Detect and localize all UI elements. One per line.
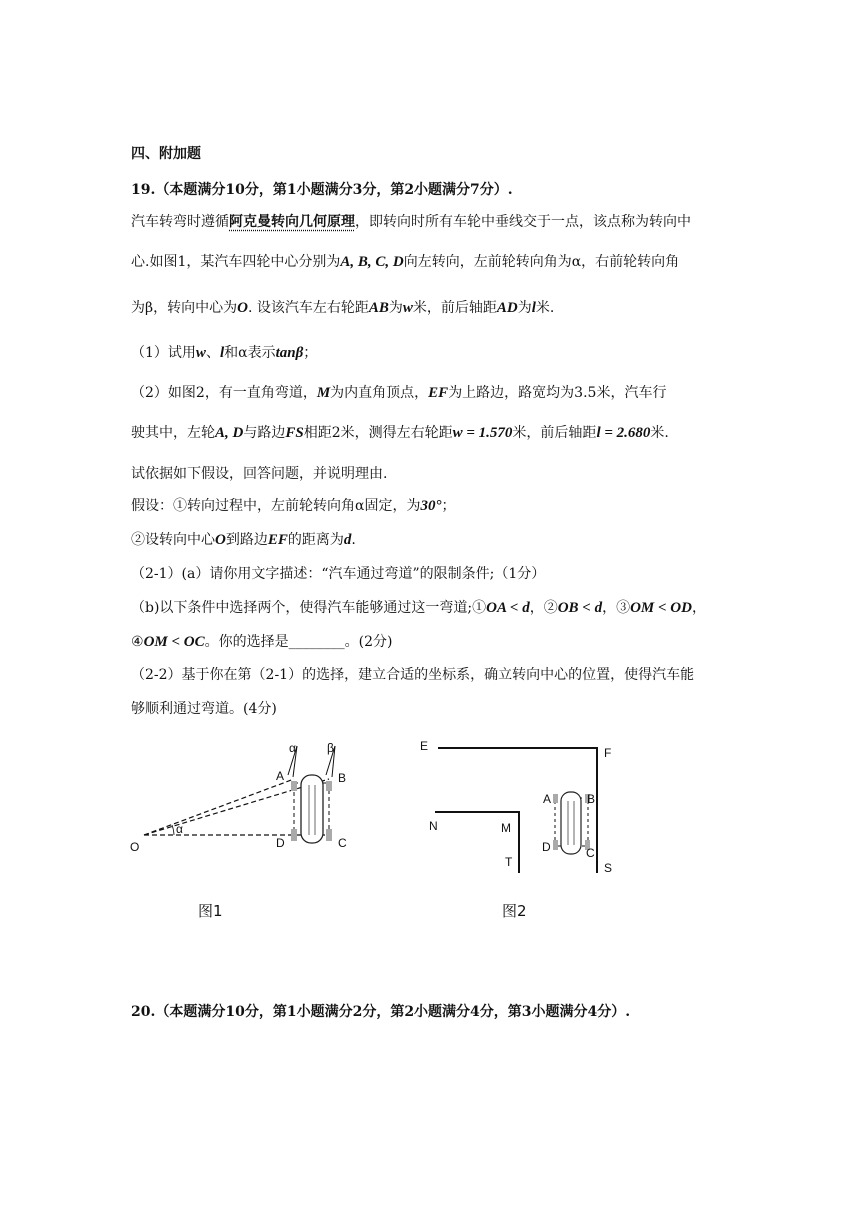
label-C: C bbox=[338, 836, 347, 850]
sub-question-2-1-a: （2-1）(a）请你用文字描述：“汽车通过弯道”的限制条件;（1分） bbox=[131, 566, 546, 582]
wheel-C bbox=[326, 829, 332, 841]
label-E: E bbox=[420, 739, 429, 753]
text: 假设：①转向过程中，左前轮转向角α固定，为 bbox=[131, 498, 421, 514]
text: 米. bbox=[535, 300, 555, 316]
math: OB < d bbox=[557, 600, 603, 616]
text: 为上路边，路宽均为3.5米，汽车行 bbox=[448, 385, 667, 401]
label-beta: β bbox=[327, 741, 334, 755]
label-D: D bbox=[276, 836, 285, 850]
label-T: T bbox=[505, 855, 513, 869]
math: OM < OC bbox=[143, 634, 205, 650]
sub-question-1 bbox=[131, 343, 317, 363]
text: 为β，转向中心为 bbox=[131, 300, 238, 316]
math: l bbox=[531, 300, 536, 316]
label-O: O bbox=[130, 840, 140, 854]
car-body bbox=[561, 792, 581, 854]
wheel-A bbox=[291, 781, 297, 791]
text: （b)以下条件中选择两个，使得汽车能够通过这一弯道;① bbox=[131, 600, 487, 616]
math: EF bbox=[428, 385, 449, 401]
text: （2）如图2，有一直角弯道， bbox=[131, 385, 317, 401]
assumption-1 bbox=[131, 496, 455, 516]
q19-paragraph-line-3 bbox=[131, 298, 554, 318]
label-alpha-O: α bbox=[176, 822, 183, 836]
math: A, B, C, D bbox=[340, 254, 404, 270]
dashed-line-O-A bbox=[144, 779, 294, 835]
text: 。你的选择是________。(2分) bbox=[204, 634, 393, 650]
q19-paragraph-line-1 bbox=[131, 212, 691, 232]
label-S: S bbox=[604, 861, 613, 875]
label-A: A bbox=[276, 769, 285, 783]
label-M: M bbox=[501, 821, 511, 835]
wheel-D bbox=[291, 829, 297, 841]
figure-2-diagram bbox=[415, 735, 625, 880]
label-A: A bbox=[543, 792, 552, 806]
text: 米，前后轴距 bbox=[512, 425, 597, 441]
wheel-D bbox=[553, 840, 558, 850]
math: tanβ bbox=[275, 345, 304, 361]
math: w = 1.570 bbox=[452, 425, 513, 441]
assumption-2 bbox=[131, 530, 356, 550]
label-F: F bbox=[604, 746, 612, 760]
text: ④ bbox=[131, 634, 144, 650]
text: 汽车转弯时遵循 bbox=[131, 214, 229, 230]
text: 和α表示 bbox=[224, 345, 276, 361]
label-B: B bbox=[587, 792, 596, 806]
text: ，③ bbox=[602, 600, 631, 616]
text: ②设转向中心 bbox=[131, 532, 215, 548]
car-body bbox=[301, 775, 323, 843]
figure-1-diagram bbox=[130, 735, 370, 860]
text: 心.如图1，某汽车四轮中心分别为 bbox=[131, 254, 341, 270]
math: AB bbox=[368, 300, 389, 316]
sub-question-2-line-2 bbox=[131, 423, 669, 443]
text: 向左转向，左前轮转向角为α，右前轮转向角 bbox=[403, 254, 680, 270]
text: 到路边 bbox=[225, 532, 268, 548]
figure-1-caption: 图1 bbox=[198, 902, 223, 920]
label-N: N bbox=[429, 819, 438, 833]
math: OM < OD bbox=[630, 600, 692, 616]
math: l bbox=[219, 345, 225, 361]
instruction-line: 试依据如下假设，回答问题，并说明理由. bbox=[131, 466, 388, 482]
text: ，即转向时所有车轮中垂线交于一点，该点称为转向中 bbox=[355, 214, 691, 230]
sub-question-2-1-b-line-2 bbox=[131, 632, 392, 652]
text: 为内直角顶点， bbox=[330, 385, 429, 401]
text: 米. bbox=[650, 425, 669, 441]
text: ； bbox=[441, 498, 456, 514]
math: EF bbox=[267, 532, 288, 548]
label-B: B bbox=[338, 771, 347, 785]
text: 米，前后轴距 bbox=[412, 300, 497, 316]
wheel-B bbox=[326, 781, 332, 791]
math: O bbox=[237, 300, 248, 316]
sub-question-2-2-line-2: 够顺利通过弯道。(4分) bbox=[131, 701, 277, 717]
q20-header: 20.（本题满分10分，第1小题满分2分，第2小题满分4分，第3小题满分4分）. bbox=[131, 1004, 631, 1020]
sub-question-2-1-b-line-1 bbox=[131, 598, 706, 618]
math: O bbox=[215, 532, 226, 548]
text: 为 bbox=[517, 300, 532, 316]
text: 相距2米，测得左右轮距 bbox=[303, 425, 453, 441]
math: AD bbox=[496, 300, 518, 316]
label-D: D bbox=[542, 840, 551, 854]
math: w bbox=[402, 300, 413, 316]
math: FS bbox=[285, 425, 304, 441]
math: d bbox=[343, 532, 352, 548]
figure-2-caption: 图2 bbox=[502, 902, 527, 920]
text: 、 bbox=[205, 345, 220, 361]
angle-arc-O bbox=[172, 825, 174, 835]
text: ， bbox=[691, 600, 706, 616]
text: 驶其中，左轮 bbox=[131, 425, 215, 441]
text: ，② bbox=[529, 600, 558, 616]
wheel-A bbox=[553, 794, 558, 803]
sub-question-2-line-1 bbox=[131, 383, 666, 403]
label-alpha: α bbox=[289, 741, 296, 755]
math: M bbox=[316, 385, 331, 401]
math: l = 2.680 bbox=[596, 425, 651, 441]
q19-paragraph-line-2 bbox=[131, 252, 679, 272]
math: OA < d bbox=[486, 600, 530, 616]
text: 的距离为 bbox=[287, 532, 344, 548]
q19-header: 19.（本题满分10分，第1小题满分3分，第2小题满分7分）. bbox=[131, 182, 513, 198]
math: 30° bbox=[420, 498, 442, 514]
label-C: C bbox=[586, 846, 595, 860]
text: ； bbox=[303, 345, 318, 361]
text: 与路边 bbox=[243, 425, 286, 441]
sub-question-2-2-line-1: （2-2）基于你在第（2-1）的选择，建立合适的坐标系，确立转向中心的位置，使得汽车能 bbox=[131, 667, 695, 683]
text: . 设该汽车左右轮距 bbox=[247, 300, 369, 316]
emphasized-term: 阿克曼转向几何原理 bbox=[229, 214, 355, 230]
text: . bbox=[351, 532, 356, 548]
text: 为 bbox=[388, 300, 403, 316]
section-title: 四、附加题 bbox=[131, 146, 201, 162]
math: A, D bbox=[215, 425, 244, 441]
text: （1）试用 bbox=[131, 345, 196, 361]
math: w bbox=[195, 345, 206, 361]
